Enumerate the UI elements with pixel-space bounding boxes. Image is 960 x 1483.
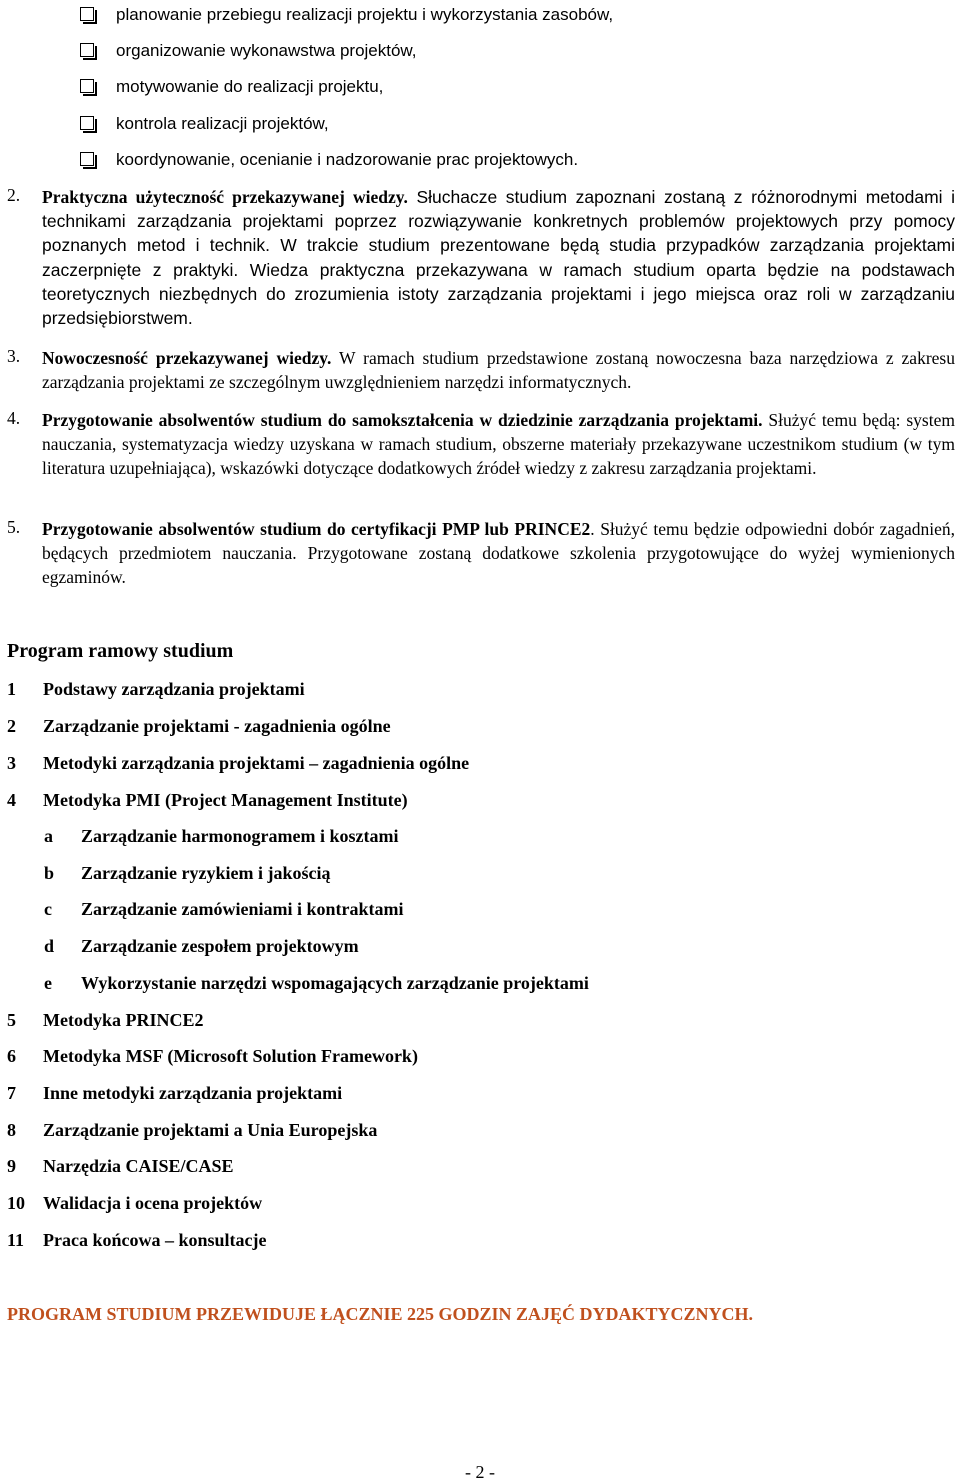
program-row-label: Metodyka PMI (Project Management Institute) (43, 790, 408, 810)
bullet-text: planowanie przebiegu realizacji projektu i wykorzystania zasobów, (116, 5, 614, 24)
point-text: Słuchacze studium zapoznani zostaną z różnorodnymi metodami i technikami zarządzania projektami poprzez rozwiązywanie konkretnych problemów projektowych przy pomocy poznanych metod i technik. W trakcie studium prezentowane będą studia przypadków zarządzania projektami zaczerpnięte z praktyki. Wiedza praktyczna przekazywana w ramach studium oparta będzie na podstawach teoretycznych niezbędnych do zrozumienia istoty zarządzania projektami i jego miejsca oraz roli w zarządzaniu przedsiębiorstwem. (42, 187, 955, 329)
checkbox-icon (80, 43, 94, 57)
point-number: 2. (7, 185, 21, 205)
point-title: Przygotowanie absolwentów studium do certyfikacji PMP lub PRINCE2 (42, 519, 591, 539)
point-text: W ramach studium przedstawione zostaną nowoczesna baza narzędziowa z zakresu zarządzania projektami ze szczególnym uwzględnieniem narzędzi informatycznych. (42, 348, 955, 393)
numbered-point (7, 408, 955, 481)
point-title: Praktyczna użyteczność przekazywanej wiedzy. (42, 187, 408, 207)
point-text: Służyć temu będą: system nauczania, systematyzacja wiedzy uzyskana w ramach studium, obszerne materiały przekazywane uczestnikom studium (w tym literatura uzupełniająca), wskazówki dotyczące dodatkowych źródeł wiedzy z zakresu zarządzania projektami. (42, 410, 955, 479)
program-row-number: 6 (7, 1046, 16, 1066)
bullet-text: organizowanie wykonawstwa projektów, (116, 41, 417, 60)
program-row-label: Zarządzanie ryzykiem i jakością (81, 863, 331, 883)
bullet-item (80, 112, 329, 136)
numbered-point (7, 185, 955, 330)
program-row-number: a (44, 826, 53, 846)
program-row-label: Narzędzia CAISE/CASE (43, 1156, 234, 1176)
point-number: 4. (7, 408, 21, 428)
program-row-label: Metodyka MSF (Microsoft Solution Framework) (43, 1046, 418, 1066)
checkbox-icon (80, 79, 94, 93)
program-row-label: Zarządzanie zamówieniami i kontraktami (81, 899, 404, 919)
program-row-number: 1 (7, 679, 16, 699)
program-row-number: 4 (7, 790, 16, 810)
point-paragraph (42, 346, 955, 394)
program-row-label: Wykorzystanie narzędzi wspomagających zarządzanie projektami (81, 973, 589, 993)
program-row-label: Metodyka PRINCE2 (43, 1010, 204, 1030)
program-row-number: 7 (7, 1083, 16, 1103)
program-row-number: b (44, 863, 55, 883)
checkbox-icon (80, 116, 94, 130)
program-row-number: 5 (7, 1010, 16, 1030)
program-row-number: 9 (7, 1156, 16, 1176)
program-row-number: e (44, 973, 52, 993)
program-row-number: d (44, 936, 55, 956)
program-row-label: Zarządzanie projektami a Unia Europejska (43, 1120, 378, 1140)
program-row-label: Zarządzanie zespołem projektowym (81, 936, 359, 956)
bullet-item (80, 148, 578, 172)
program-row-number: 3 (7, 753, 16, 773)
program-row-label: Praca końcowa – konsultacje (43, 1230, 267, 1250)
bullet-item (80, 3, 613, 27)
program-row-number: 10 (7, 1193, 25, 1213)
bullet-text: kontrola realizacji projektów, (116, 114, 329, 133)
program-row-label: Zarządzanie projektami - zagadnienia ogólne (43, 716, 391, 736)
program-row-label: Metodyki zarządzania projektami – zagadnienia ogólne (43, 753, 470, 773)
program-row-label: Podstawy zarządzania projektami (43, 679, 305, 699)
checkbox-icon (80, 152, 94, 166)
program-row-label: Zarządzanie harmonogramem i kosztami (81, 826, 399, 846)
program-row-number: c (44, 899, 52, 919)
bullet-item (80, 39, 417, 63)
bullet-item (80, 75, 383, 99)
program-row-label: Walidacja i ocena projektów (43, 1193, 263, 1213)
program-hours-note: PROGRAM STUDIUM PRZEWIDUJE ŁĄCZNIE 225 GODZIN ZAJĘĆ DYDAKTYCZNYCH. (7, 1304, 754, 1324)
page-number: - 2 - (465, 1462, 495, 1482)
point-paragraph (42, 408, 955, 481)
point-number: 5. (7, 517, 21, 537)
numbered-point (7, 517, 955, 590)
checkbox-icon (80, 7, 94, 21)
program-row-number: 2 (7, 716, 16, 736)
program-heading: Program ramowy studium (7, 640, 234, 662)
point-paragraph (42, 517, 955, 590)
point-title: Przygotowanie absolwentów studium do samokształcenia w dziedzinie zarządzania projektami. (42, 410, 763, 430)
numbered-point (7, 346, 955, 394)
bullet-text: motywowanie do realizacji projektu, (116, 77, 384, 96)
bullet-text: koordynowanie, ocenianie i nadzorowanie prac projektowych. (116, 150, 579, 169)
program-row-number: 8 (7, 1120, 16, 1140)
point-text: . Służyć temu będzie odpowiedni dobór zagadnień, będących przedmiotem nauczania. Przygotowane zostaną dodatkowe szkolenia przygotowujące do wyżej wymienionych egzaminów. (42, 519, 955, 588)
program-row-label: Inne metodyki zarządzania projektami (43, 1083, 343, 1103)
point-paragraph (42, 185, 955, 330)
program-row-number: 11 (7, 1230, 25, 1250)
point-number: 3. (7, 346, 21, 366)
point-title: Nowoczesność przekazywanej wiedzy. (42, 348, 332, 368)
